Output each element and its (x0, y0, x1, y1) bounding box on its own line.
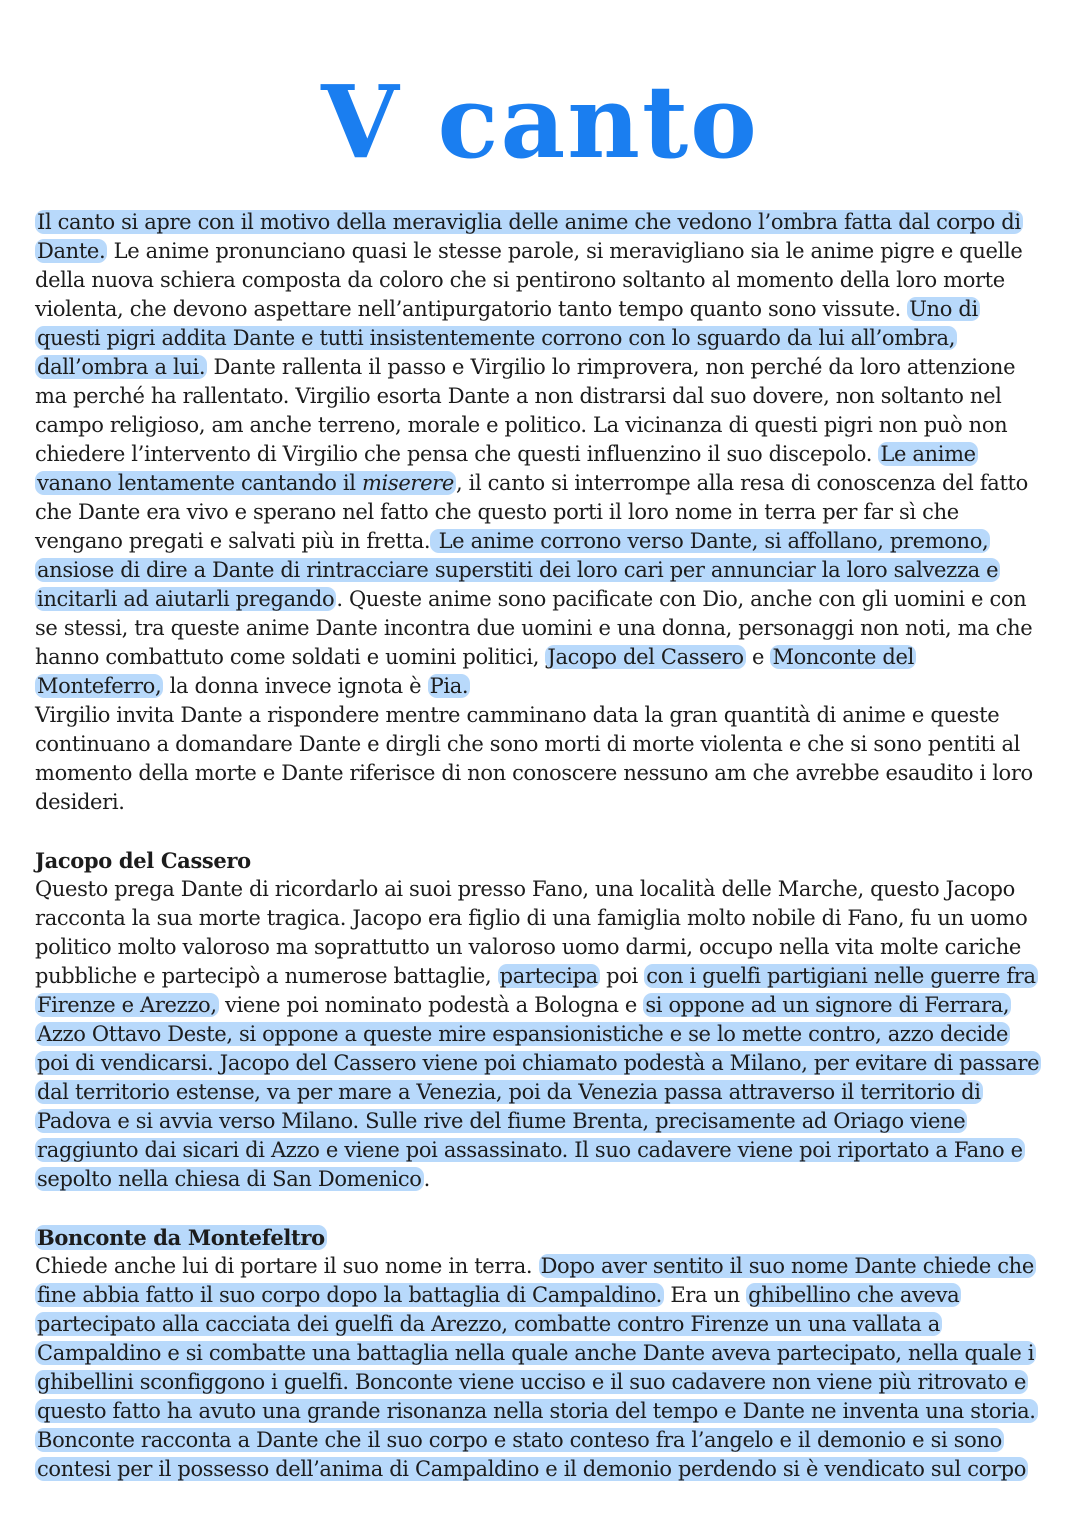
text-run: Le anime vanano lentamente cantando il (37, 442, 976, 495)
text-run: e (745, 645, 771, 669)
text-run: , il canto si interrompe alla resa di conoscenza del fatto che Dante era vivo e sperano nel fatto che questo porti il loro nome in terra per far sì che vengano pregati e salvati più in fretta. (35, 471, 1028, 553)
section-heading-jacopo: Jacopo del Cassero (35, 848, 251, 873)
text-run: Chiede anche lui di portare il suo nome in terra. (35, 1254, 539, 1278)
highlight: Dopo aver sentito il suo nome Dante chiede che fine abbia fatto il suo corpo dopo la battaglia di Campaldino. (37, 1254, 1034, 1307)
italic-term: miserere (361, 471, 454, 495)
text-run: Le anime pronunciano quasi le stesse parole, si meravigliano sia le anime pigre e quelle della nuova schiera composta da coloro che si pentirono soltanto al momento della loro morte violenta, che devono aspettare nell’antipurgatorio tanto tempo quanto sono vissute. (35, 239, 1023, 321)
text-run: Dante rallenta il passo e Virgilio lo rimprovera, non perché da loro attenzione ma perché ha rallentato. Virgilio esorta Dante a non distrarsi dal suo dovere, non soltanto nel campo religioso, am anche terreno, morale e politico. La vicinanza di questi pigri non può non chiedere l’intervento di Virgilio che pensa che questi influenzino il suo discepolo. (35, 355, 1016, 466)
highlight: partecipa (499, 964, 598, 988)
highlight: ghibellino che aveva partecipato alla cacciata dei guelfi da Arezzo, combatte contro Firenze un una vallata a Campaldino e si combatte una battaglia nella quale anche Dante aveva partecipato, nella quale i ghibellini sconfiggono i guelfi. Bonconte viene ucciso e il suo cadavere non viene più ritrovato e questo fatto ha avuto una grande risonanza nella storia del tempo e Dante ne inventa una storia. Bonconte racconta a Dante che il suo corpo e stato conteso fra l’angelo e il demonio e si sono contesi per il possesso dell’anima di Campaldino e il demonio perdendo si è vendicato sul corpo (37, 1283, 1036, 1481)
highlight: Pia. (429, 674, 469, 698)
text-run: Era un (664, 1283, 747, 1307)
text-run: viene poi nominato podestà a Bologna e (218, 993, 644, 1017)
bonconte-paragraph (35, 1252, 1045, 1484)
text-run: poi (599, 964, 645, 988)
highlight: Jacopo del Cassero (547, 645, 744, 669)
highlight: Bonconte da Montefeltro (37, 1225, 325, 1250)
text-run: . (423, 1167, 430, 1191)
highlight: Il canto si apre con il motivo della meraviglia delle anime che vedono l’ombra fatta dal corpo di Dante. (37, 210, 1021, 263)
document-body (35, 208, 1045, 1484)
jacopo-paragraph (35, 875, 1045, 1194)
page-title: V canto (321, 63, 759, 181)
highlight: Le anime corrono verso Dante, si affollano, premono, ansiose di dire a Dante di rintracciare superstiti dei loro cari per annunciar la loro salvezza e incitarli ad aiutarli pregando (37, 529, 999, 611)
highlight: Monconte del Monteferro, (37, 645, 914, 698)
text-run: . Queste anime sono pacificate con Dio, anche con gli uomini e con se stessi, tra queste anime Dante incontra due uomini e una donna, personaggi non noti, ma che hanno combattuto come soldati e uomini politici, (35, 587, 1033, 669)
text-run: Questo prega Dante di ricordarlo ai suoi presso Fano, una località delle Marche, questo Jacopo racconta la sua morte tragica. Jacopo era figlio di una famiglia molto nobile di Fano, fu un uomo politico molto valoroso ma soprattutto un valoroso uomo darmi, occupo nella vita molte cariche pubbliche e partecipò a numerose battaglie, (35, 877, 1028, 988)
section-heading-bonconte (35, 1223, 1045, 1252)
paragraph-gap (35, 817, 1045, 846)
paragraph-gap (35, 1194, 1045, 1223)
intro-paragraph (35, 208, 1045, 701)
text-run: la donna invece ignota è (163, 674, 428, 698)
highlight: si oppone ad un signore di Ferrara, Azzo Ottavo Deste, si oppone a queste mire espansionistiche e se lo mette contro, azzo decide poi di vendicarsi. Jacopo del Cassero viene poi chiamato podestà a Milano, per evitare di passare dal territorio estense, va per mare a Venezia, poi da Venezia passa attraverso il territorio di Padova e si avvia verso Milano. Sulle rive del fiume Brenta, precisamente ad Oriago viene raggiunto dai sicari di Azzo e viene poi assassinato. Il suo cadavere viene poi riportato a Fano e sepolto nella chiesa di San Domenico (37, 993, 1040, 1191)
virgilio-paragraph: Virgilio invita Dante a rispondere mentre camminano data la gran quantità di anime e queste continuano a domandare Dante e dirgli che sono morti di morte violenta e che si sono pentiti al momento della morte e Dante riferisce di non conoscere nessuno am che avrebbe esaudito i loro desideri. (35, 703, 1033, 814)
highlight: con i guelfi partigiani nelle guerre fra Firenze e Arezzo, (37, 964, 1036, 1017)
highlight: Uno di questi pigri addita Dante e tutti insistentemente corrono con lo sguardo da lui all’ombra, dall’ombra a lui. (37, 297, 978, 379)
